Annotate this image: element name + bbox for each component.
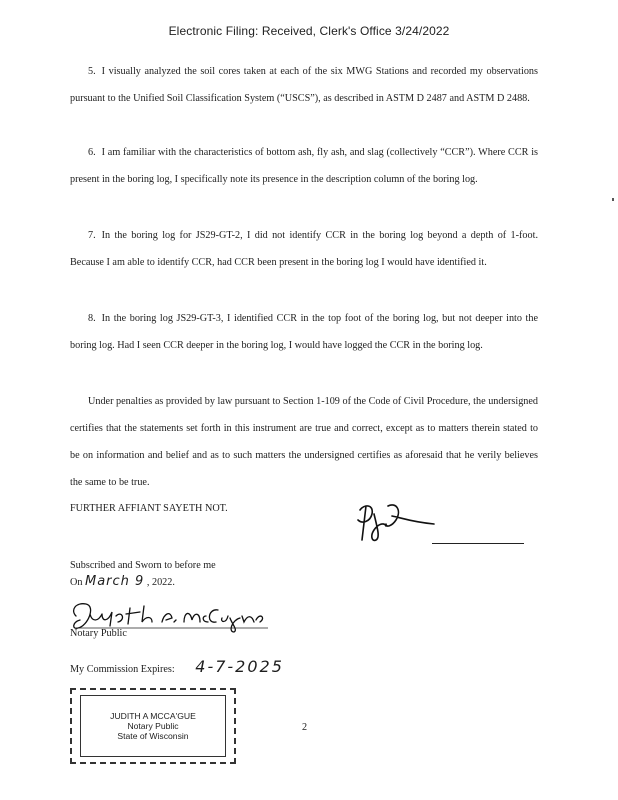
paragraph-5 <box>70 58 538 112</box>
paragraph-text: I visually analyzed the soil cores taken at each of the six MWG Stations and recorded my observations pursuant to the Unified Soil Classification System (“USCS”), as described in ASTM D 2487 and ASTM D 2488. <box>70 66 538 104</box>
edge-mark <box>612 198 614 201</box>
notary-seal-stamp <box>70 688 236 764</box>
paragraph-8 <box>70 305 538 359</box>
notary-public-label: Notary Public <box>70 628 127 639</box>
commission-label: My Commission Expires: <box>70 664 175 675</box>
page-number: 2 <box>302 722 308 733</box>
affiant-signature <box>352 500 442 546</box>
certification-paragraph <box>70 388 538 496</box>
paragraph-number: 5. <box>88 66 96 77</box>
paragraph-text: I am familiar with the characteristics of bottom ash, fly ash, and slag (collectively “CCR”). Where CCR is present in the boring log, I specifically note its presence in the description column of the boring log. <box>70 147 538 185</box>
sworn-date-line <box>70 574 175 589</box>
paragraph-number: 6. <box>88 147 96 158</box>
paragraph-number: 8. <box>88 313 96 324</box>
paragraph-text: In the boring log for JS29-GT-2, I did not identify CCR in the boring log beyond a depth of 1-foot. Because I am able to identify CCR, had CCR been present in the boring log I would have identified it. <box>70 230 538 268</box>
stamp-state: State of Wisconsin <box>117 731 189 741</box>
paragraph-text: Under penalties as provided by law pursuant to Section 1-109 of the Code of Civil Procedure, the undersigned certifies that the statements set forth in this instrument are true and correct, except as to matters therein stated to be on information and belief and as to such matters the undersigned certifies as aforesaid that he verily believes the same to be true. <box>70 396 538 488</box>
signature-line <box>432 543 524 544</box>
on-prefix: On <box>70 577 83 588</box>
filing-header: Electronic Filing: Received, Clerk's Office 3/24/2022 <box>168 24 450 38</box>
commission-expiry <box>70 657 284 676</box>
paragraph-7 <box>70 222 538 276</box>
paragraph-number: 7. <box>88 230 96 241</box>
subscribed-sworn-line: Subscribed and Sworn to before me <box>70 560 216 571</box>
paragraph-6 <box>70 139 538 193</box>
sworn-year: , 2022. <box>146 577 175 588</box>
handwritten-date: March 9 <box>85 574 145 589</box>
commission-date-handwritten: 4-7-2025 <box>195 657 284 676</box>
paragraph-text: In the boring log JS29-GT-3, I identified CCR in the top foot of the boring log, but not deeper into the boring log. Had I seen CCR deeper in the boring log, I would have logged the CCR in the boring log. <box>70 313 538 351</box>
stamp-name: JUDITH A MCCA'GUE <box>110 711 196 721</box>
further-affiant-statement: FURTHER AFFIANT SAYETH NOT. <box>70 503 228 514</box>
stamp-text-box <box>80 695 226 757</box>
stamp-title: Notary Public <box>127 721 179 731</box>
